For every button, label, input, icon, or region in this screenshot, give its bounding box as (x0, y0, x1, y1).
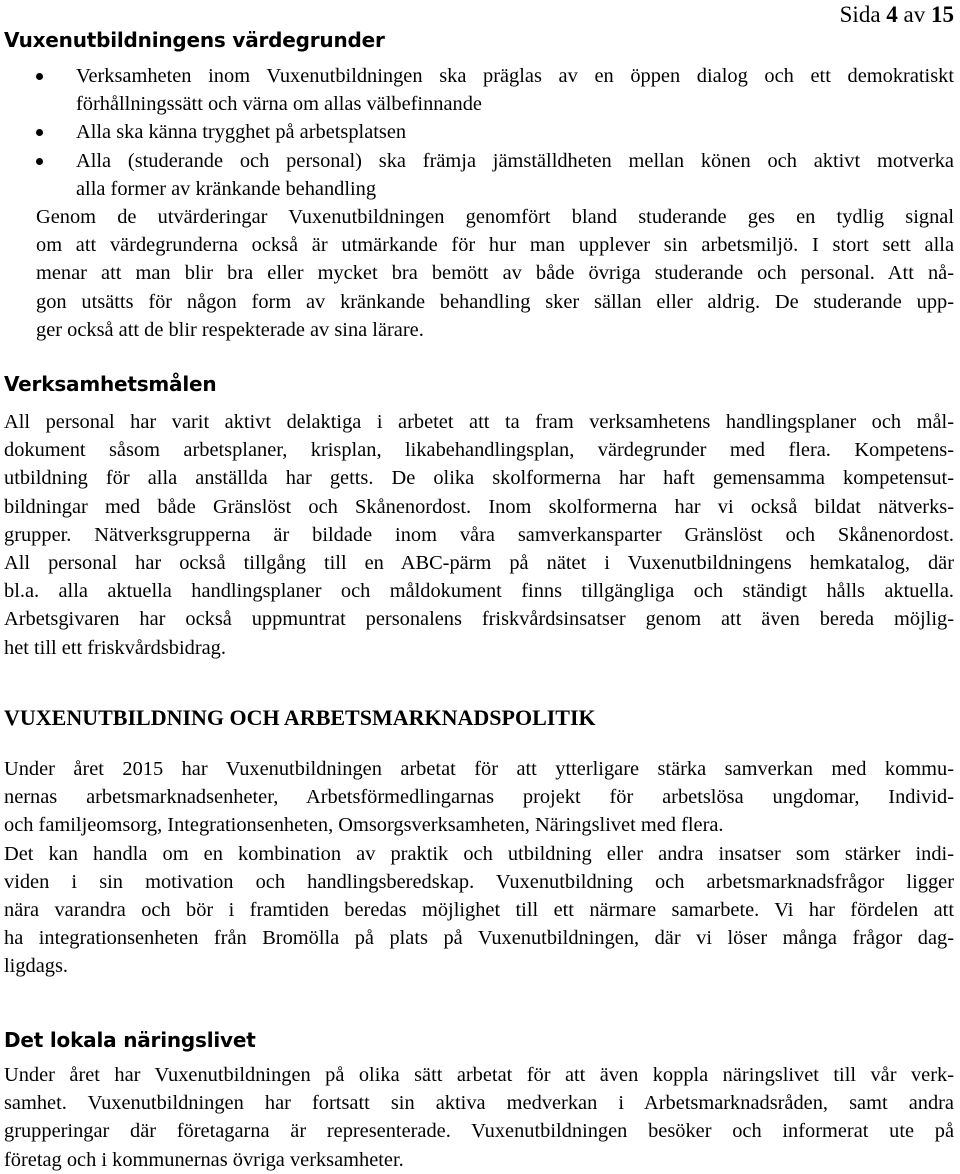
heading-arbetsmarknadspolitik: VUXENUTBILDNING OCH ARBETSMARKNADSPOLITIK (4, 705, 596, 730)
vardegrund-paragraph (36, 203, 954, 344)
page-number-label: Sida (839, 2, 881, 27)
text-line: Arbetsgivaren har också uppmuntrat personalens friskvårdsinsatser genom att även bereda möjlig- (4, 608, 954, 631)
text-line: bildningar med både Gränslöst och Skånenordost. Inom skolformerna har vi också bildat nätverks- (4, 495, 954, 518)
bullet-dot-icon (36, 158, 43, 165)
text-line: All personal har också tillgång till en ABC-pärm på nätet i Vuxenutbildningens hemkatalog, där (4, 552, 954, 575)
text-line: Det kan handla om en kombination av praktik och utbildning eller andra insatser som stärker indi- (4, 842, 954, 865)
page-number-separator: av (903, 2, 926, 27)
text-line: bl.a. alla aktuella handlingsplaner och måldokument finns tillgängliga och ständigt hålls aktuella. (4, 580, 954, 603)
text-line: Under året har Vuxenutbildningen på olika sätt arbetat för att även koppla näringslivet till vår verk- (4, 1064, 954, 1086)
naringslivet-paragraph (4, 1061, 954, 1174)
bullet-line: förhållningssätt och värna om allas välbefinnande (76, 93, 482, 116)
text-line: gon utsätts för någon form av kränkande behandling sker sällan eller aldrig. De studerande upp- (36, 290, 954, 313)
text-line: grupper. Nätverksgrupperna är bildade inom våra samverkansparter Gränslöst och Skånenordost. (4, 523, 954, 546)
text-line: het till ett friskvårdsbidrag. (4, 636, 226, 659)
page-number (840, 0, 954, 30)
bullet-line: Alla (studerande och personal) ska främja jämställdheten mellan könen och aktivt motverka (76, 149, 954, 172)
heading-lokala-naringslivet: Det lokala näringslivet (4, 1028, 256, 1052)
bullet-item (36, 62, 954, 118)
text-line: samhet. Vuxenutbildningen har fortsatt sin aktiva medverkan i Arbetsmarknadsråden, samt andra (4, 1092, 954, 1115)
page-number-current: 4 (886, 2, 898, 27)
arbetsmarknadspolitik-paragraph (4, 755, 954, 981)
text-line: om att värdegrunderna också är utmärkande för hur man upplever sin arbetsmiljö. I stort sett alla (36, 234, 954, 257)
text-line: menar att man blir bra eller mycket bra bemött av både övriga studerande och personal. Att nå- (36, 262, 954, 285)
bullet-dot-icon (36, 129, 43, 136)
text-line: ger också att de blir respekterade av sina lärare. (36, 318, 424, 341)
text-line: Under året 2015 har Vuxenutbildningen arbetat för att ytterligare stärka samverkan med kommu- (4, 758, 954, 780)
text-line: ligdags. (4, 955, 68, 978)
vardegrund-bullet-list (36, 62, 954, 203)
text-line: grupperingar där företagarna är representerade. Vuxenutbildningen besöker och informerat ute på (4, 1120, 954, 1143)
bullet-line: Verksamheten inom Vuxenutbildningen ska präglas av en öppen dialog och ett demokratiskt (76, 65, 954, 87)
heading-vardegrunder: Vuxenutbildningens värdegrunder (4, 28, 385, 52)
text-line: All personal har varit aktivt delaktiga i arbetet att ta fram verksamhetens handlingsplaner och mål- (4, 411, 954, 433)
text-line: företag och i kommunernas övriga verksamheter. (4, 1148, 404, 1171)
text-line: nernas arbetsmarknadsenheter, Arbetsförmedlingarnas projekt för arbetslösa ungdomar, Individ- (4, 786, 954, 809)
text-line: nära varandra och bör i framtiden beredas möjlighet till ett närmare samarbete. Vi har fördelen att (4, 899, 954, 922)
bullet-item (36, 147, 954, 203)
text-line: dokument såsom arbetsplaner, krisplan, likabehandlingsplan, värdegrunder med flera. Kompetens- (4, 439, 954, 462)
heading-verksamhetsmalen: Verksamhetsmålen (4, 372, 217, 396)
text-line: ha integrationsenheten från Bromölla på plats på Vuxenutbildningen, där vi löser många frågor dag- (4, 927, 954, 950)
text-line: och familjeomsorg, Integrationsenheten, Omsorgsverksamheten, Näringslivet med flera. (4, 814, 724, 837)
text-line: viden i sin motivation och handlingsberedskap. Vuxenutbildning och arbetsmarknadsfrågor ligger (4, 870, 954, 893)
text-line: utbildning för alla anställda har getts. De olika skolformerna har haft gemensamma kompetensut- (4, 467, 954, 490)
page-number-total: 15 (931, 2, 954, 27)
bullet-item (36, 118, 954, 146)
bullet-line: Alla ska känna trygghet på arbetsplatsen (76, 121, 407, 144)
verksamhetsmalen-paragraph (4, 408, 954, 662)
bullet-line: alla former av kränkande behandling (76, 177, 377, 200)
text-line: Genom de utvärderingar Vuxenutbildningen genomfört bland studerande ges en tydlig signal (36, 206, 954, 228)
bullet-dot-icon (36, 73, 43, 80)
